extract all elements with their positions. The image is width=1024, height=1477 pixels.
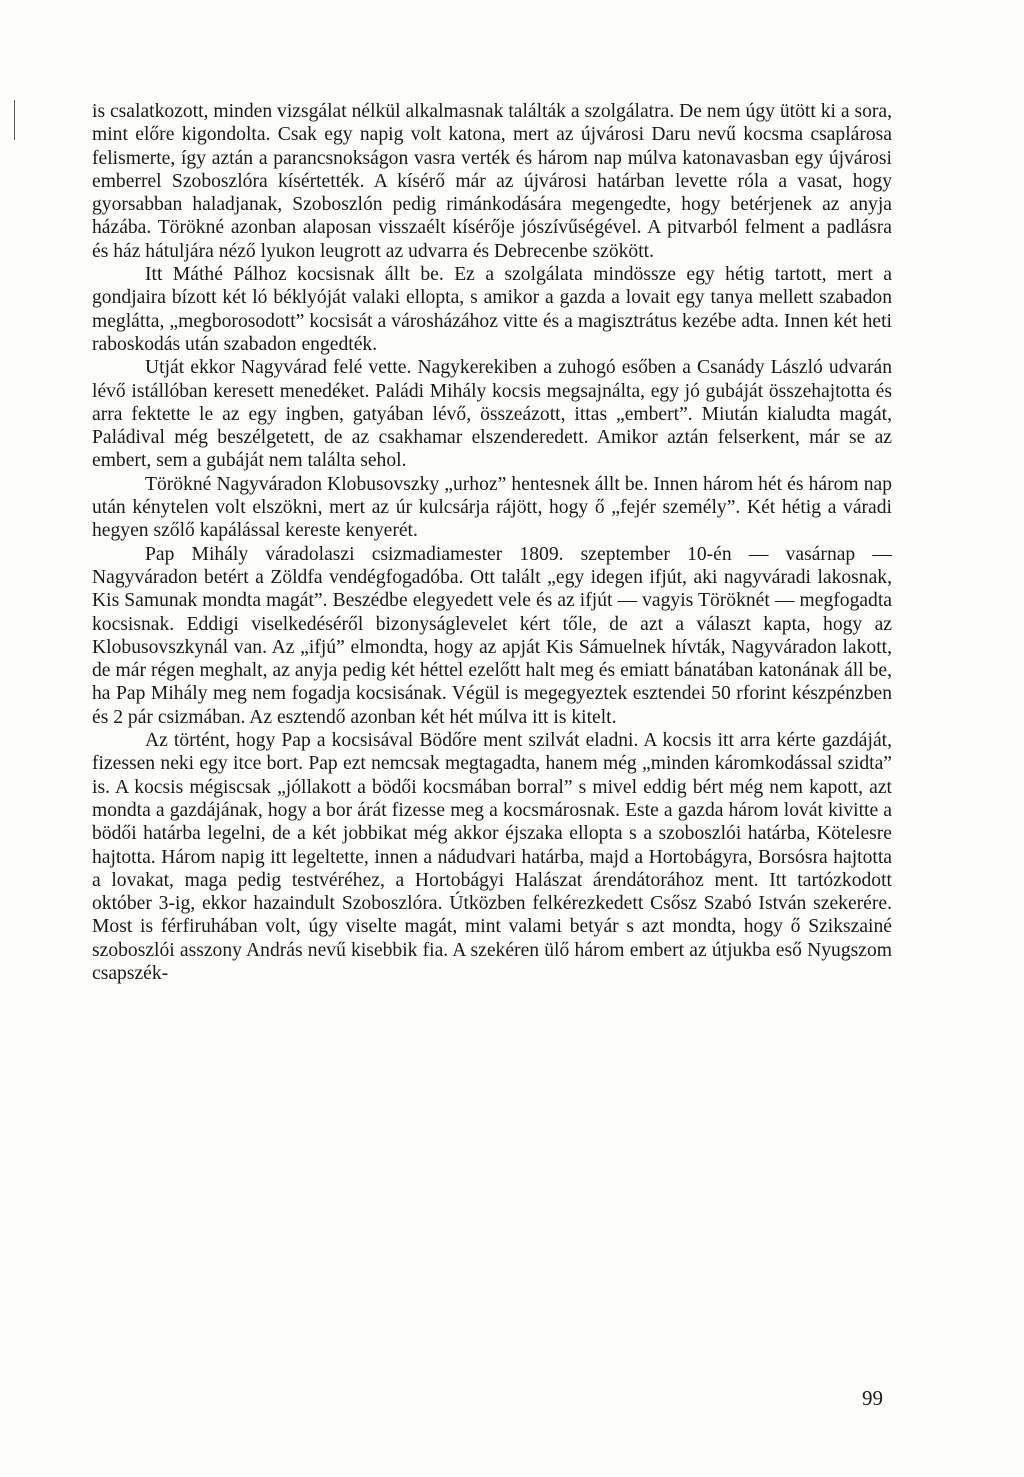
paragraph: Itt Máthé Pálhoz kocsisnak állt be. Ez a szolgálata mindössze egy hétig tartott, mert a gondjaira bízott két ló béklyóját valaki ellopta, s amikor a gazda a lovait egy tanya mellett szabadon meglátta, „megborosodott” kocsisát a városházához vitte és a magisztrátus kezébe adta. Innen két heti raboskodás után szabadon engedték. bbox=[92, 264, 892, 355]
page-number: 99 bbox=[862, 1386, 883, 1410]
paragraph: Az történt, hogy Pap a kocsisával Bödőre ment szilvát eladni. A kocsis itt arra kérte gazdáját, fizessen neki egy itce bort. Pap ezt nemcsak megtagadta, hanem még „minden káromkodással szidta” is. A kocsis mégiscsak „jóllakott a bödői kocsmában borral” s mivel eddig bért még nem kapott, azt mondta a gazdájának, hogy a bor árát fizesse meg a kocsmárosnak. Este a gazda három lovát kivitte a bödői határba legelni, de a két jobbikat még akkor éjszaka ellopta s a szoboszlói határba, Kötelesre hajtotta. Három napig itt legeltette, innen a nádudvari határba, majd a Hortobágyra, Borsósra hajtotta a lovakat, maga pedig testvéréhez, a Hortobágyi Halászat árendátorához ment. Itt tartózkodott október 3-ig, ekkor hazaindult Szoboszlóra. Útközben felkérezkedett Csősz Szabó István szekerére. Most is férfiruhában volt, úgy viselte magát, mint valami betyár s azt mondta, hogy ő Szikszainé szoboszlói asszony András nevű kisebbik fia. A szekéren ülő három embert az útjukba eső Nyugszom csapszék- bbox=[92, 730, 892, 984]
paragraph: Törökné Nagyváradon Klobusovszky „urhoz” hentesnek állt be. Innen három hét és három nap után kénytelen volt elszökni, mert az úr kulcsárja rájött, hogy ő „fejér személy”. Két hétig a váradi hegyen szőlő kapálással kereste kenyerét. bbox=[92, 473, 892, 542]
paragraph: is csalatkozott, minden vizsgálat nélkül alkalmasnak találták a szolgálatra. De nem úgy ütött ki a sora, mint előre kigondolta. Csak egy napig volt katona, mert az újvárosi Daru nevű kocsma csaplárosa felismerte, így aztán a parancsnokságon vasra verték és három nap múlva katonavasban egy újvárosi emberrel Szoboszlóra kísértették. A kísérő már az újvárosi határban levette róla a vasat, hogy gyorsabban haladjanak, Szoboszlón pedig rimánkodására megengedte, hogy betérjenek az anyja házába. Törökné azonban alaposan visszaélt kísérője jószívűségével. A pitvarból felment a padlásra és ház hátuljára néző lyukon leugrott az udvarra és Debrecenbe szökött. bbox=[92, 101, 892, 262]
paragraph: Utját ekkor Nagyvárad felé vette. Nagykerekiben a zuhogó esőben a Csanády László udvarán lévő istállóban keresett menedéket. Paládi Mihály kocsis megsajnálta, egy jó gubáját összehajtotta és arra fektette le az egy ingben, gatyában lévő, összeázott, ittas „embert”. Miután kialudta magát, Paládival még beszélgetett, de az csakhamar elszenderedett. Amikor aztán felserkent, már se az embert, sem a gubáját nem találta sehol. bbox=[92, 357, 892, 472]
body-text bbox=[92, 100, 892, 985]
margin-mark bbox=[14, 100, 15, 140]
paragraph: Pap Mihály váradolaszi csizmadiamester 1809. szeptember 10-én — vasárnap — Nagyváradon betért a Zöldfa vendégfogadóba. Ott talált „egy idegen ifjút, aki nagyváradi lakosnak, Kis Samunak mondta magát”. Beszédbe elegyedett vele és az ifjút — vagyis Töröknét — megfogadta kocsisnak. Eddigi viselkedéséről bizonyságlevelet kért tőle, de azt a választ kapta, hogy az Klobusovszkynál van. Az „ifjú” elmondta, hogy az apját Kis Sámuelnek hívták, Nagyváradon lakott, de már régen meghalt, az anyja pedig két héttel ezelőtt halt meg és emiatt bánatában katonának áll be, ha Pap Mihály meg nem fogadja kocsisának. Végül is megegyeztek esztendei 50 rforint készpénzben és 2 pár csizmában. Az esztendő azonban két hét múlva itt is kitelt. bbox=[92, 543, 892, 728]
